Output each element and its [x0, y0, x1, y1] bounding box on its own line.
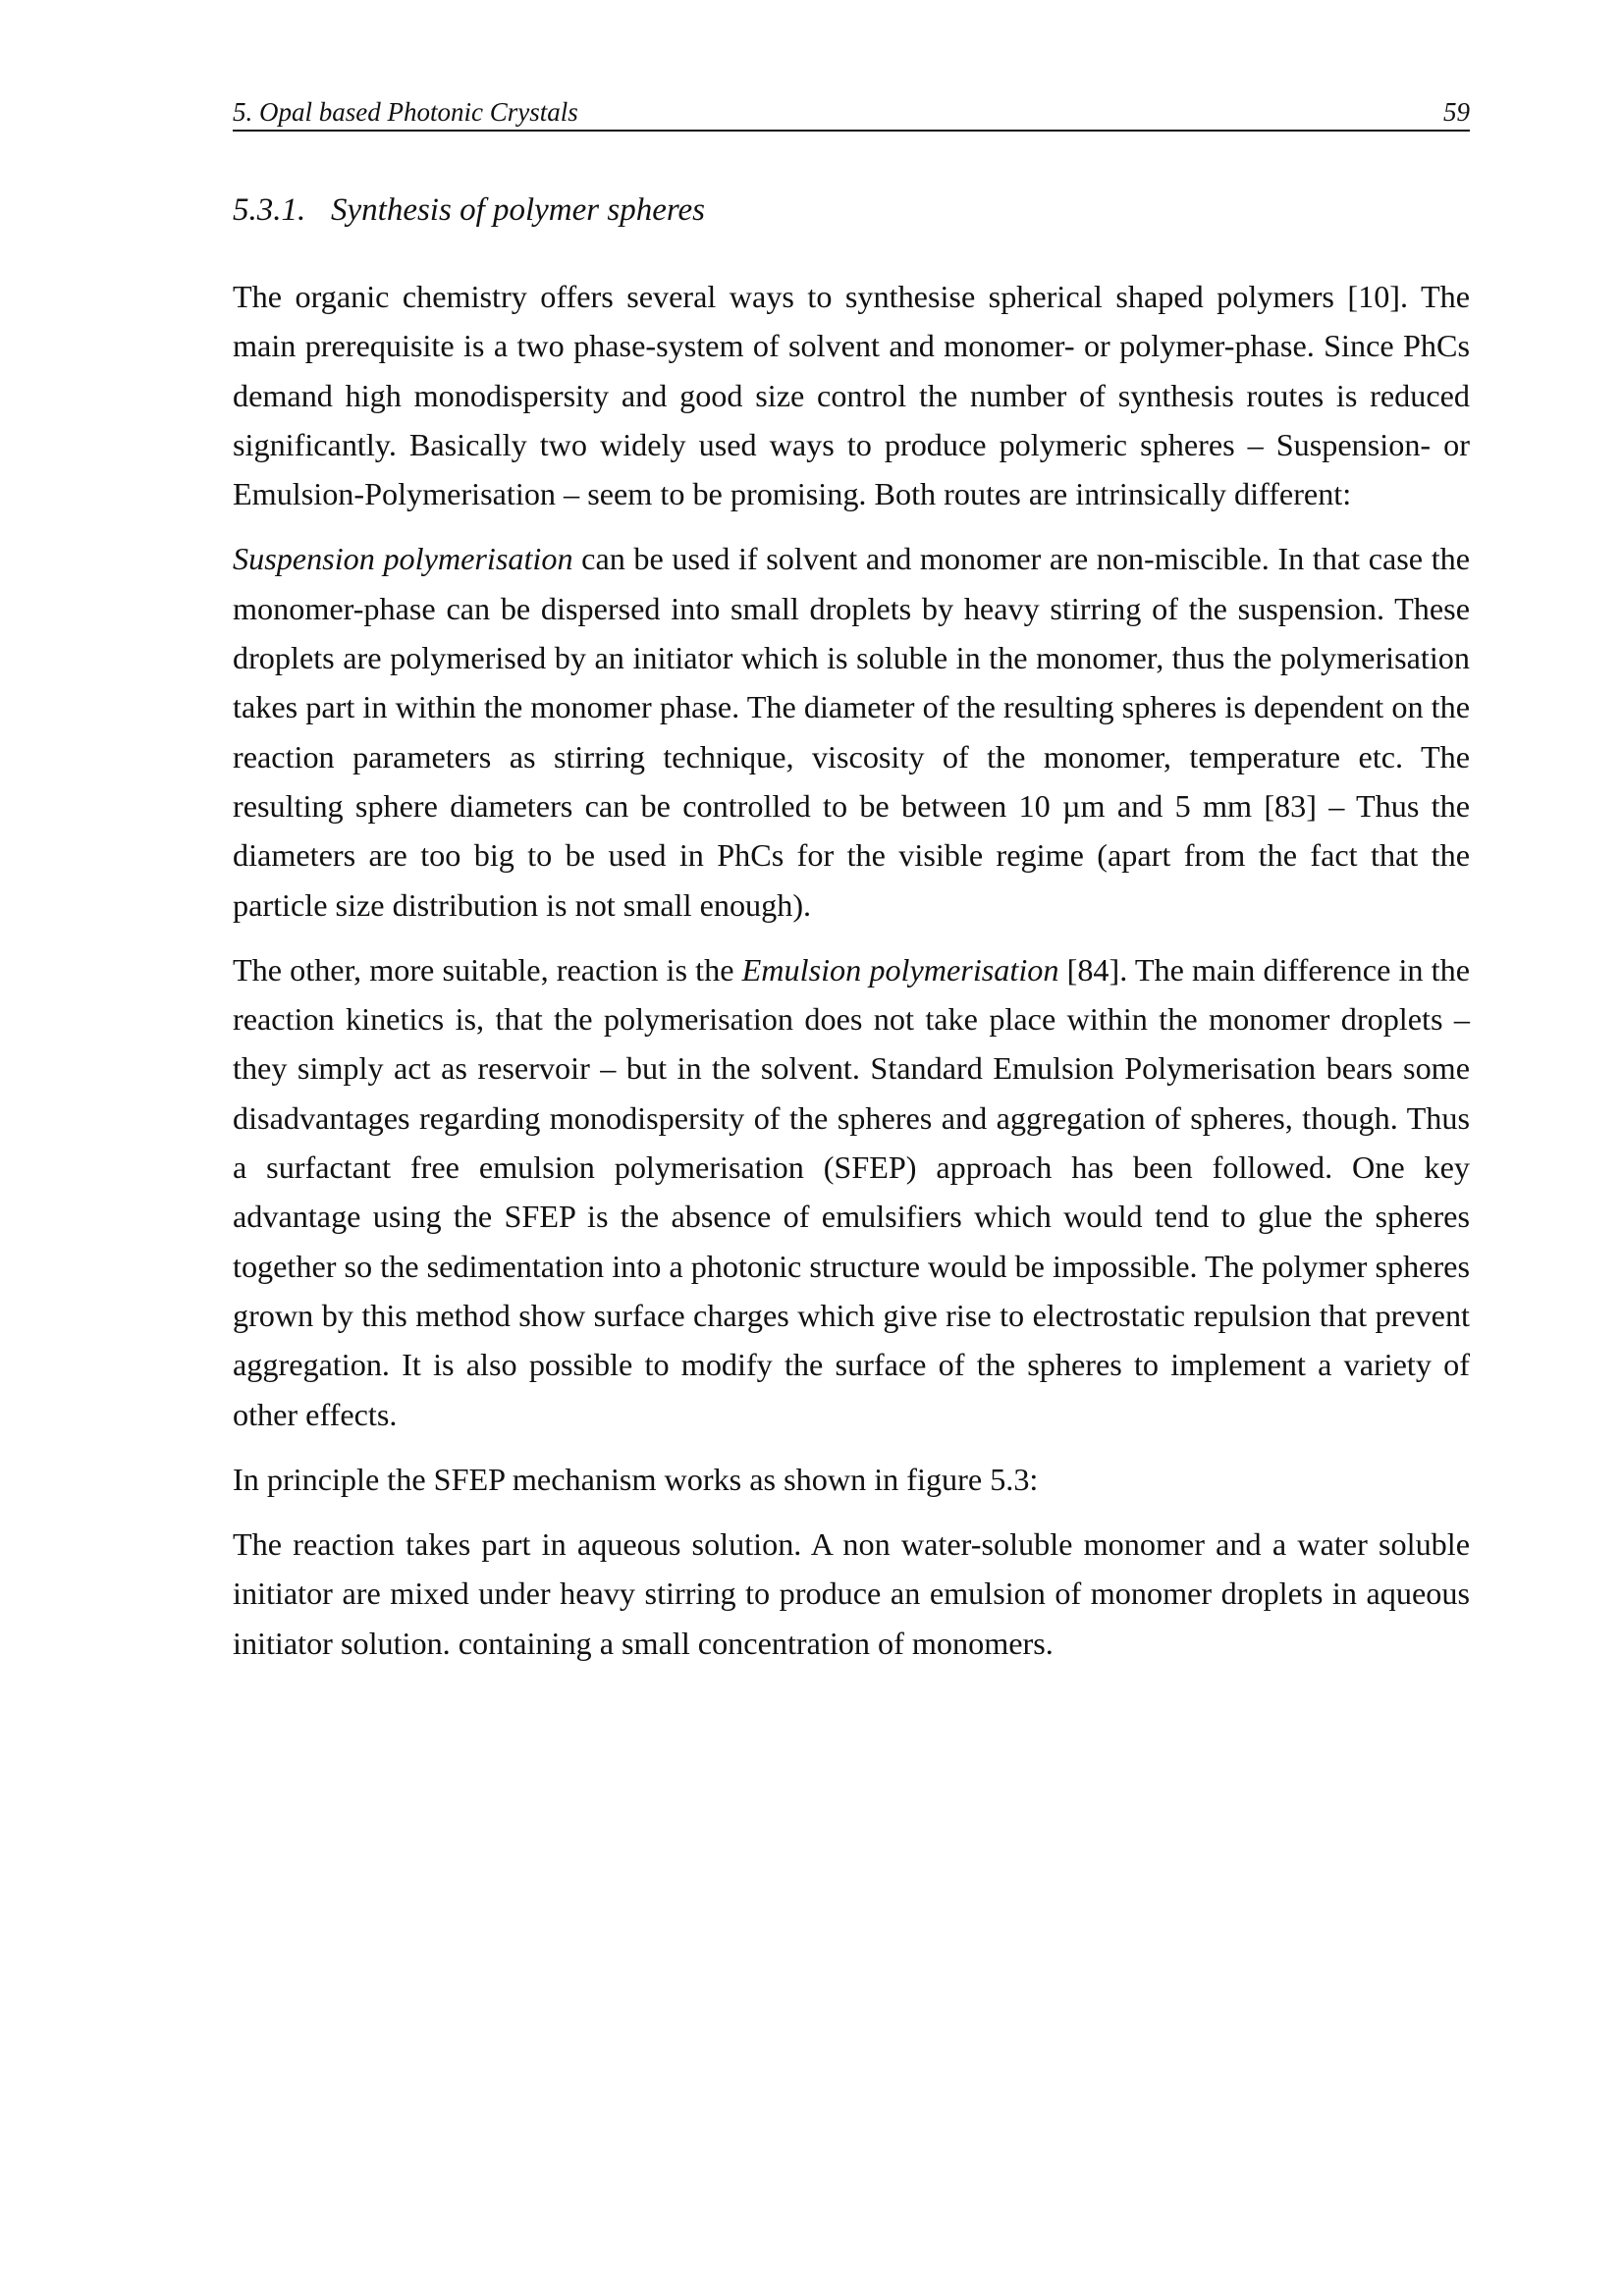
section-number: 5.3.1. — [233, 192, 306, 228]
paragraph-intro: The organic chemistry offers several ways to synthesise spherical shaped polymers [10]. The main prerequisite is a two phase-system of solvent and monomer- or polymer-phase. Since PhCs demand high monodispersity and good size control the number of synthesis routes is reduced significantly. Basically two widely used ways to produce polymeric spheres – Suspension- or Emulsion-Polymerisation – seem to be promising. Both routes are intrinsically different: — [233, 279, 1470, 512]
paragraph-emulsion-after: [84]. The main difference in the reaction kinetics is, that the polymerisation does not take place within the monomer droplets – they simply act as reservoir – but in the solvent. Standard Emulsion Polymerisation bears some disadvantages regarding monodispersity of the spheres and aggregation of spheres, though. Thus a surfactant free emulsion polymerisation (SFEP) approach has been followed. One key advantage using the SFEP is the absence of emulsifiers which would tend to glue the spheres together so the sedimentation into a photonic structure would be impossible. The polymer spheres grown by this method show surface charges which give rise to electrostatic repulsion that prevent aggregation. It is also possible to modify the surface of the spheres to implement a variety of other effects. — [233, 951, 1470, 1432]
paragraph-suspension-text: can be used if solvent and monomer are non-miscible. In that case the monomer-phase can be dispersed into small droplets by heavy stirring of the suspension. These droplets are polymerised by an initiator which is soluble in the monomer, thus the polymerisation takes part in within the monomer phase. The diameter of the resulting spheres is dependent on the reaction parameters as stirring technique, viscosity of the monomer, temperature etc. The resulting sphere diameters can be controlled to be between 10 µm and 5 mm [83] – Thus the diameters are too big to be used in PhCs for the visible regime (apart from the fact that the particle size distribution is not small enough). — [233, 541, 1471, 923]
body-text — [233, 272, 1470, 1683]
paragraph-sfep-principle: In principle the SFEP mechanism works as shown in figure 5.3: — [233, 1461, 1039, 1497]
section-heading — [233, 192, 705, 229]
page-number: 59 — [1443, 97, 1470, 127]
section-title: Synthesis of polymer spheres — [331, 192, 705, 228]
paragraph-suspension — [233, 534, 1470, 929]
running-header — [233, 94, 1470, 132]
term-suspension-polymerisation: Suspension polymerisation — [233, 541, 573, 577]
paragraph-reaction: The reaction takes part in aqueous solution. A non water-soluble monomer and a water soluble initiator are mixed under heavy stirring to produce an emulsion of monomer droplets in aqueous initiator solution. containing a small concentration of monomers. — [233, 1526, 1470, 1661]
running-title: 5. Opal based Photonic Crystals — [233, 97, 578, 127]
paragraph-emulsion-before: The other, more suitable, reaction is the — [233, 951, 742, 988]
paragraph-emulsion — [233, 945, 1470, 1439]
term-emulsion-polymerisation: Emulsion polymerisation — [741, 951, 1059, 988]
